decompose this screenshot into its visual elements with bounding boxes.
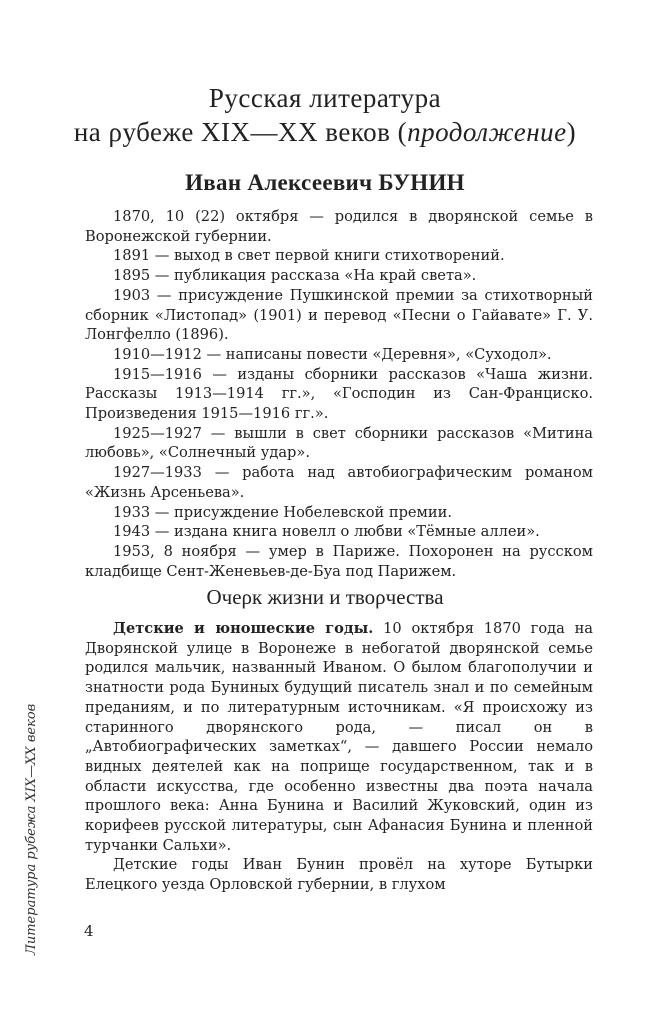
- chapter-title-main: на ρубеже XIX—XX веков (: [73, 117, 408, 147]
- chronology-item: 1953, 8 ноября — умер в Париже. Похоронен на русском кладбище Сент-Женевьев-де-Буа под Парижем.: [85, 542, 593, 580]
- chapter-title-close-paren: ): [566, 117, 577, 147]
- chronology-list: [85, 207, 593, 581]
- chapter-title-line-1: Ρусская литература: [208, 83, 442, 113]
- section-heading: Очеρк жизни и твоρчества: [206, 585, 444, 609]
- author-heading: Иван Алексеевич БУНИН: [185, 170, 465, 195]
- chronology-item: 1891 — выход в свет первой книги стихотворений.: [113, 247, 505, 265]
- chronology-item: 1910—1912 — написаны повести «Деревня», «Суходол».: [113, 345, 552, 363]
- essay-paragraph: Детские годы Иван Бунин провёл на хуторе Бутырки Елецкого уезда Орловской губернии, в глухом: [85, 856, 593, 894]
- chronology-item: 1927—1933 — работа над автобиографическим романом «Жизнь Арсеньева».: [85, 464, 593, 501]
- essay-paragraph: [85, 619, 593, 855]
- chronology-item: 1925—1927 — вышли в свет сборники рассказов «Митина любовь», «Солнечный удар».: [85, 424, 593, 462]
- running-head: Литература рубежа XIX—XX веков: [24, 703, 39, 955]
- essay-text: [85, 619, 593, 895]
- chapter-title-line-2: [0, 117, 650, 148]
- chronology-item: 1903 — присуждение Пушкинской премии за стихотворный сборник «Листопад» (1901) и перевод «Песни о Гайавате» Г. У. Лонгфелло (1896).: [85, 286, 593, 344]
- page-number: 4: [84, 922, 94, 940]
- chronology-item: 1870, 10 (22) октября — родился в дворянской семье в Воронежской губернии.: [85, 208, 593, 245]
- paragraph-text: 10 октября 1870 года на Дворянской улице в Воронеже в небогатой дворянской семье родился мальчик, названный Иваном. О былом благополучии и знатности рода Буниных будущий писатель знал и по семейным преданиям, и по литературным источникам. «Я происхожу из старинного дворянского рода, — писал он в „Автобиографических заметках“, — давшего России немало видных деятелей как на поприще государственном, так и в области искусства, где особенно известны два поэта начала прошлого века: Анна Бунина и Василий Жуковский, один из корифеев русской литературы, сын Афанасия Бунина и пленной турчанки Сальхи».: [85, 620, 593, 854]
- chronology-item: 1895 — публикация рассказа «На край света».: [113, 267, 477, 285]
- chronology-item: 1915—1916 — изданы сборники рассказов «Чаша жизни. Рассказы 1913—1914 гг.», «Господин из Сан-Франциско. Произведения 1915—1916 гг.».: [85, 365, 593, 423]
- chronology-item: 1933 — присуждение Нобелевской премии.: [113, 503, 452, 521]
- chapter-title-continuation: продолжение: [407, 117, 567, 147]
- chronology-item: 1943 — издана книга новелл о любви «Тёмные аллеи».: [113, 523, 540, 541]
- paragraph-lead-heading: Детские и юношеские годы.: [113, 620, 374, 637]
